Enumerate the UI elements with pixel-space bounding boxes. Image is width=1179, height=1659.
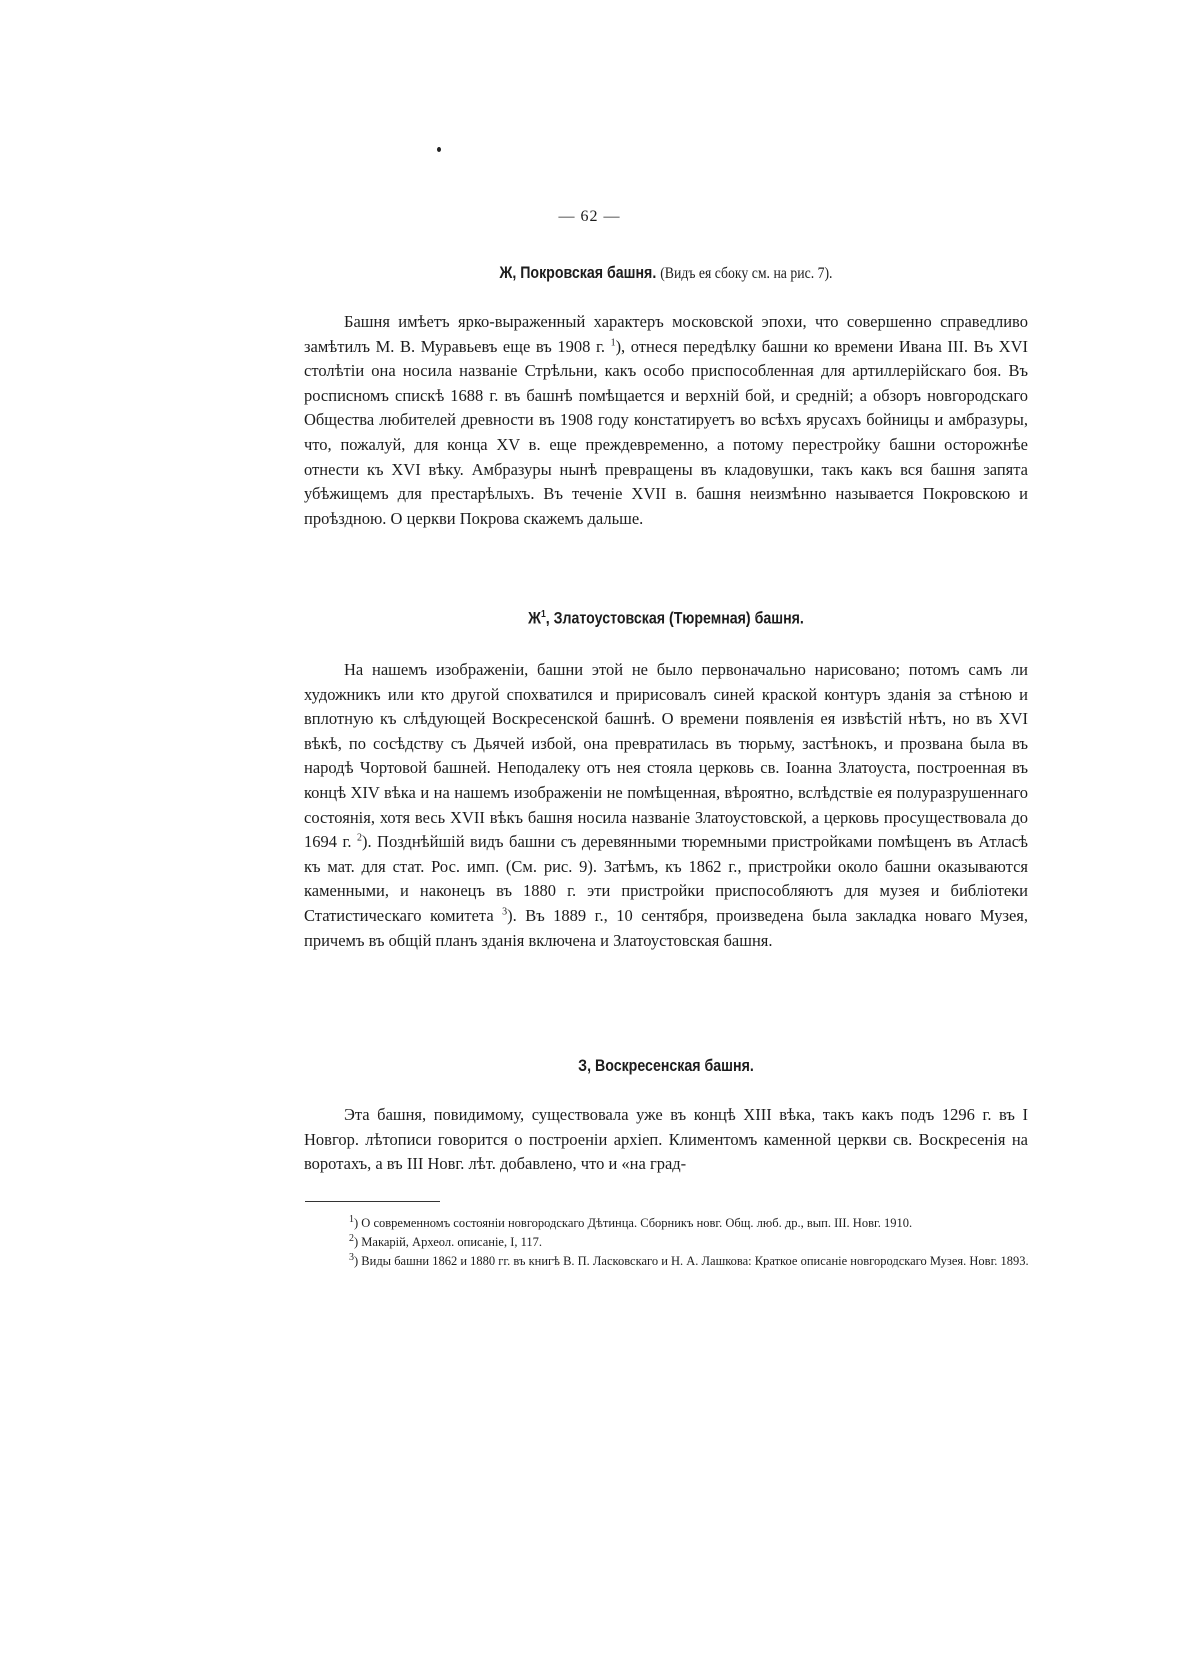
paragraph-zlatoustovskaya (304, 658, 1028, 953)
footnote-mark: 3 (349, 1251, 354, 1263)
footnote-text: ) Виды башни 1862 и 1880 гг. въ книгѣ В. П. Ласковскаго и Н. А. Лашкова: Краткое описаніе новгородскаго Музея. Новг. 1893. (354, 1254, 1029, 1268)
heading-title: З, Воскресенская башня. (578, 1057, 754, 1075)
paragraph (304, 310, 1028, 531)
footnotes (327, 1214, 1029, 1271)
section-heading-zlatoustovskaya (355, 609, 978, 629)
heading-note: (Видъ ея сбоку см. на рис. 7). (660, 265, 833, 282)
footnote-ref: 2 (356, 832, 362, 844)
print-speck (437, 147, 441, 152)
paragraph-pokrovskaya (304, 310, 1028, 531)
section-pokrovskaya (304, 264, 1028, 283)
footnote-text: ) О современномъ состояніи новгородскаго Дѣтинца. Сборникъ новг. Общ. люб. др., вып. III. Новг. 1910. (354, 1216, 913, 1230)
heading-letter: Ж (528, 609, 541, 628)
paragraph (304, 658, 1028, 953)
text-run: ). Позднѣйшій видъ башни съ деревянными тюремными пристройками помѣщенъ въ Атласѣ къ мат. для стат. Рос. имп. (См. рис. 9). Затѣмъ, къ 1862 г., пристройки около башни оказываются каменными, и наконецъ въ 1880 г. эти пристройки приспособляютъ для музея и библіотеки Статистическаго комитета (304, 832, 1028, 925)
footnote-mark: 1 (349, 1213, 354, 1225)
footnote (327, 1252, 1029, 1271)
text-run: ). Въ 1889 г., 10 сентября, произведена была закладка новаго Музея, причемъ въ общій планъ зданія включена и Златоустовская башня. (304, 905, 1029, 950)
paragraph: Эта башня, повидимому, существовала уже въ концѣ XIII вѣка, такъ какъ подъ 1296 г. въ I Новгор. лѣтописи говорится о построеніи архіеп. Климентомъ каменной церкви св. Воскресенія на воротахъ, а въ III Новг. лѣт. добавлено, что и «на град- (304, 1105, 1028, 1174)
heading-title: , Златоустовская (Тюремная) башня. (545, 609, 804, 628)
text-run: Башня имѣетъ ярко-выраженный характеръ московской эпохи, что совершенно справедливо замѣтилъ М. В. Муравьевъ еще въ 1908 г. (304, 312, 1028, 356)
footnote-mark: 2 (349, 1232, 354, 1244)
section-heading-pokrovskaya (355, 264, 978, 283)
footnote-ref: 1 (610, 337, 616, 349)
text-run: На нашемъ изображеніи, башни этой не было первоначально нарисовано; потомъ самъ ли художникъ или кто другой спохватился и пририсовалъ синей краской контуръ зданія за стѣною и вплотную къ слѣдующей Воскресенской башнѣ. О времени появленія ея извѣстій нѣтъ, но въ XVI вѣкѣ, по сосѣдству съ Дьячей избой, она превратилась въ тюрьму, застѣнокъ, и прозвана была въ народѣ Чортовой башней. Неподалеку отъ нея стояла церковь св. Іоанна Златоуста, построенная въ концѣ XIV вѣка и на нашемъ изображеніи не помѣщенная, вѣроятно, вслѣдствіе ея полуразрушеннаго состоянія, хотя весь XVII вѣкъ башня носила названіе Златоустовской, а церковь просуществовала до 1694 г. (304, 660, 1028, 852)
section-zlatoustovskaya (304, 609, 1028, 629)
footnote (327, 1214, 1029, 1233)
heading-superscript: 1 (540, 609, 546, 620)
footnote (327, 1233, 1029, 1252)
section-heading-voskresenskaya (355, 1057, 978, 1076)
footnote-ref: 3 (502, 906, 508, 918)
section-voskresenskaya (304, 1057, 1028, 1076)
paragraph-voskresenskaya (304, 1103, 1028, 1177)
heading-title: Ж, Покровская башня. (499, 264, 657, 282)
footnote-rule (305, 1201, 440, 1202)
page-number: — 62 — (558, 208, 621, 225)
footnote-text: ) Макарій, Археол. описаніе, I, 117. (354, 1235, 543, 1249)
text-run: ), отнеся передѣлку башни ко времени Ивана III. Въ XVI столѣтіи она носила названіе Стрѣльни, какъ особо приспособленная для артиллерійскаго боя. Въ росписномъ спискѣ 1688 г. въ башнѣ помѣщается и верхній бой, и средній; а обзоръ новгородскаго Общества любителей древности въ 1908 году констатируетъ во всѣхъ ярусахъ бойницы и амбразуры, что, пожалуй, для конца XV в. еще преждевременно, а потому перестройку башни осторожнѣе отнести къ XVI вѣку. Амбразуры нынѣ превращены въ кладовушки, такъ какъ вся башня запята убѣжищемъ для престарѣлыхъ. Въ теченіе XVII в. башня неизмѣнно называется Покровскою и проѣздною. О церкви Покрова скажемъ дальше. (304, 336, 1029, 528)
